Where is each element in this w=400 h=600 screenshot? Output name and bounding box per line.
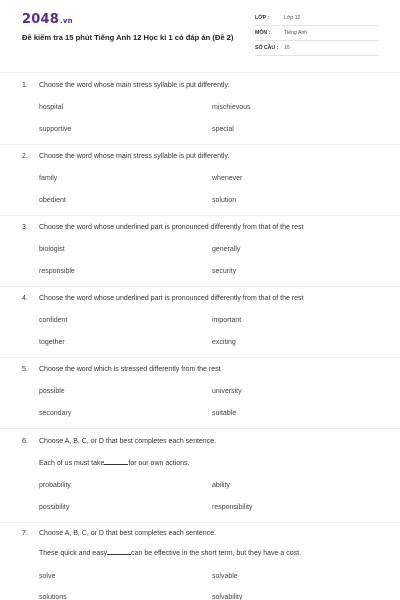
option-d[interactable]: suitable: [212, 410, 237, 417]
question-text: Choose the word whose underlined part is pronounced differently from that of the rest: [39, 224, 304, 231]
answer-blank: [107, 549, 131, 555]
meta-subject: [255, 28, 379, 41]
sentence-start: These quick and easy: [39, 550, 108, 557]
option-d[interactable]: solution: [212, 197, 237, 204]
sentence-end: can be effective in the short term, but they have a cost.: [131, 550, 302, 557]
option-b[interactable]: whenever: [212, 175, 243, 182]
option-d[interactable]: exciting: [212, 339, 236, 346]
question-text: Choose the word which is stressed differently from the rest: [39, 366, 221, 373]
option-b[interactable]: ability: [212, 482, 230, 489]
page-header: [0, 0, 400, 70]
question-divider: [0, 357, 400, 358]
meta-count-value: 15: [284, 45, 290, 51]
question-text: Choose the word whose main stress syllable is put differently.: [39, 153, 230, 160]
option-b[interactable]: solvable: [212, 573, 238, 580]
question-number: 7.: [22, 530, 28, 537]
question-sentence: [39, 459, 189, 467]
option-c[interactable]: secondary: [39, 410, 72, 417]
option-c[interactable]: responsible: [39, 268, 75, 275]
meta-class-value: Lớp 12: [284, 15, 301, 21]
answer-blank: [104, 459, 128, 465]
question-divider: [0, 428, 400, 429]
question-divider: [0, 215, 400, 216]
meta-count: [255, 43, 379, 56]
option-d[interactable]: solvability: [212, 594, 243, 600]
question-number: 4.: [22, 295, 28, 302]
option-d[interactable]: security: [212, 268, 237, 275]
site-logo[interactable]: [22, 12, 73, 27]
option-c[interactable]: possibility: [39, 504, 70, 511]
question-text: Choose the word whose main stress syllable is put differently.: [39, 82, 230, 89]
option-a[interactable]: possible: [39, 388, 65, 395]
option-a[interactable]: confident: [39, 317, 68, 324]
option-d[interactable]: special: [212, 126, 234, 133]
option-a[interactable]: probability: [39, 482, 71, 489]
question-number: 3.: [22, 224, 28, 231]
option-c[interactable]: solutions: [39, 594, 67, 600]
sentence-start: Each of us must take: [39, 460, 105, 467]
logo-main: 2048: [22, 12, 59, 27]
question-divider: [0, 522, 400, 523]
option-c[interactable]: obedient: [39, 197, 66, 204]
option-a[interactable]: solve: [39, 573, 56, 580]
option-a[interactable]: family: [39, 175, 58, 182]
header-divider: [0, 72, 400, 73]
question-number: 1.: [22, 82, 28, 89]
question-sentence: [39, 549, 301, 557]
option-b[interactable]: important: [212, 317, 242, 324]
option-a[interactable]: hospital: [39, 104, 64, 111]
question-divider: [0, 144, 400, 145]
question-divider: [0, 286, 400, 287]
meta-class-key: LỚP :: [255, 15, 270, 21]
question-text: Choose A, B, C, or D that best completes each sentence.: [39, 530, 217, 537]
option-a[interactable]: biologist: [39, 246, 65, 253]
option-d[interactable]: responsibility: [212, 504, 253, 511]
question-number: 6.: [22, 438, 28, 445]
meta-subject-value: Tiếng Anh: [284, 30, 308, 36]
question-text: Choose the word whose underlined part is pronounced differently from that of the rest: [39, 295, 304, 302]
question-number: 2.: [22, 153, 28, 160]
option-c[interactable]: supportive: [39, 126, 72, 133]
meta-class: [255, 13, 379, 26]
question-text: Choose A, B, C, or D that best completes each sentence.: [39, 438, 217, 445]
option-c[interactable]: together: [39, 339, 65, 346]
option-b[interactable]: mischievous: [212, 104, 251, 111]
question-number: 5.: [22, 366, 28, 373]
page-title: Đề kiểm tra 15 phút Tiếng Anh 12 Học kì 1 có đáp án (Đề 2): [22, 33, 234, 42]
meta-count-key: SỐ CÂU :: [255, 45, 279, 51]
logo-suffix: .vn: [59, 17, 73, 25]
meta-subject-key: MÔN :: [255, 30, 271, 36]
option-b[interactable]: generally: [212, 246, 241, 253]
option-b[interactable]: university: [212, 388, 242, 395]
sentence-end: for our own actions.: [128, 460, 190, 467]
